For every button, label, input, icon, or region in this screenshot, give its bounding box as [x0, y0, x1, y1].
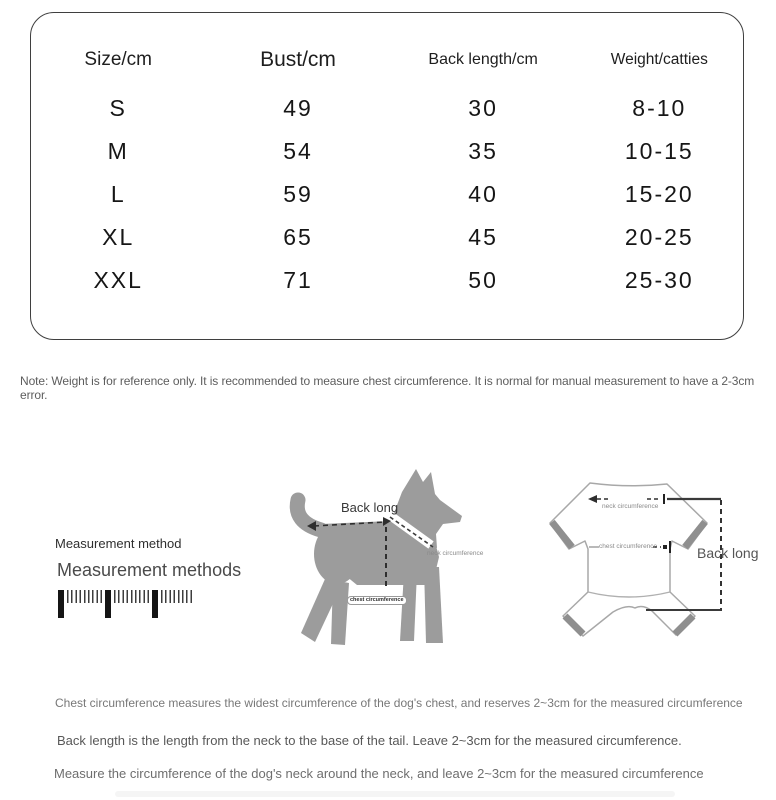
garment-back-long-label: Back long	[697, 545, 759, 561]
neck-measure-note: Measure the circumference of the dog's neck around the neck, and leave 2~3cm for the measured circumference	[54, 766, 704, 781]
header-bust: Bust/cm	[260, 48, 336, 71]
dog-neck-circumference-label: neck circumference	[427, 550, 484, 557]
table-row	[31, 87, 743, 130]
cell-back-length: 30	[468, 95, 498, 121]
header-weight: Weight/catties	[610, 51, 708, 68]
cutoff-content-ghost	[115, 791, 675, 797]
table-row	[31, 259, 743, 302]
cell-weight: 20-25	[624, 224, 694, 250]
cell-size: XL	[102, 224, 135, 250]
size-table-body	[31, 87, 743, 302]
cell-back-length: 35	[468, 138, 498, 164]
measurement-methods-title: Measurement methods	[57, 560, 242, 580]
cell-size: XXL	[93, 267, 143, 293]
ruler-major-tick	[152, 590, 158, 618]
ruler-major-tick	[105, 590, 111, 618]
table-row	[31, 173, 743, 216]
header-size: Size/cm	[84, 49, 152, 70]
measurement-method-label: Measurement method	[55, 536, 182, 551]
dog-diagram	[287, 442, 477, 654]
cell-weight: 10-15	[624, 138, 694, 164]
ruler-major-tick	[58, 590, 64, 618]
ruler-icon	[58, 590, 195, 620]
ruler-minor-ticks	[67, 590, 103, 603]
size-table-header-row	[31, 13, 743, 73]
table-row	[31, 216, 743, 259]
cell-size: L	[110, 181, 126, 207]
cell-bust: 71	[283, 267, 313, 293]
dog-silhouette	[297, 469, 462, 645]
cell-weight: 8-10	[632, 95, 687, 121]
cell-weight: 25-30	[624, 267, 694, 293]
weight-reference-note: Note: Weight is for reference only. It is recommended to measure chest circumference. It is normal for manual measurement to have a 2-3cm error.	[20, 374, 755, 402]
cell-back-length: 45	[468, 224, 498, 250]
size-table	[30, 12, 744, 340]
ruler-minor-ticks	[114, 590, 150, 603]
cell-back-length: 50	[468, 267, 498, 293]
cell-bust: 49	[283, 95, 313, 121]
cell-bust: 59	[283, 181, 313, 207]
chest-dim-dot	[663, 545, 667, 549]
chest-measure-note: Chest circumference measures the widest circumference of the dog's chest, and reserves 2~3cm for the measured circumference	[55, 696, 743, 710]
ruler-minor-ticks	[161, 590, 194, 603]
cell-size: S	[109, 95, 127, 121]
dog-back-long-label: Back long	[341, 500, 399, 515]
cell-weight: 15-20	[624, 181, 694, 207]
garment-chest-circumference-label: chest circumference	[599, 543, 658, 550]
header-back-length: Back length/cm	[428, 51, 538, 68]
cell-size: M	[107, 138, 129, 164]
cell-bust: 65	[283, 224, 313, 250]
cell-back-length: 40	[468, 181, 498, 207]
cell-bust: 54	[283, 138, 313, 164]
back-length-note: Back length is the length from the neck to the base of the tail. Leave 2~3cm for the measured circumference.	[57, 733, 682, 748]
dog-chest-circumference-label: chest circumference	[347, 596, 407, 605]
garment-neck-circumference-label: neck circumference	[602, 503, 659, 510]
table-row	[31, 130, 743, 173]
